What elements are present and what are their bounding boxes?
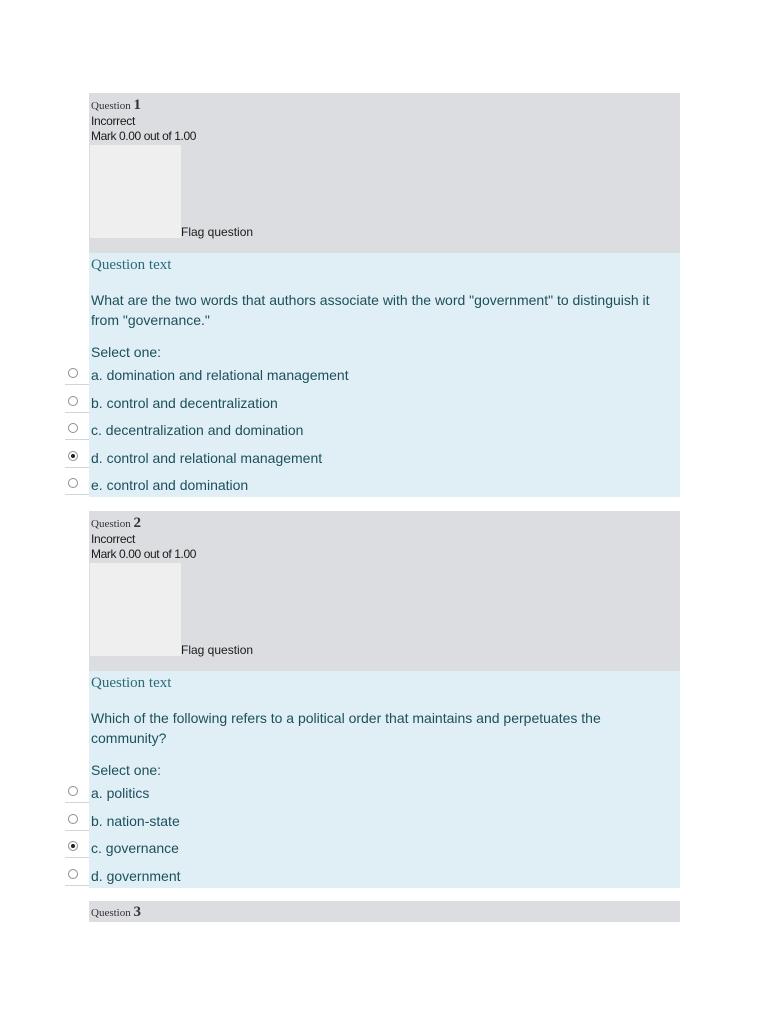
answer-label[interactable]: d. control and relational management [91,450,323,466]
question-number-value: 2 [133,515,141,531]
question-2-info [89,511,680,671]
answer-option[interactable] [65,838,465,860]
question-prompt: Which of the following refers to a political order that maintains and perpetuates the community? [91,710,601,746]
question-label: Question [91,100,131,112]
answer-label[interactable]: b. control and decentralization [91,395,278,411]
select-one-label: Select one: [91,344,162,360]
answer-option[interactable] [65,448,465,470]
option-divider [65,412,89,413]
radio-button[interactable] [68,786,78,796]
radio-button[interactable] [68,814,78,824]
question-label: Question [91,518,131,530]
answer-label[interactable]: c. governance [91,840,179,856]
answer-label[interactable]: a. domination and relational management [91,367,349,383]
radio-button[interactable] [68,423,78,433]
question-number [91,904,141,921]
question-1-info [89,93,680,253]
question-mark: Mark 0.00 out of 1.00 [91,547,197,561]
option-divider [65,802,89,803]
answer-label[interactable]: d. government [91,868,181,884]
flag-icon[interactable] [90,563,181,656]
question-state: Incorrect [91,114,135,128]
question-text-heading: Question text [91,257,172,273]
question-text-heading: Question text [91,675,172,691]
answer-label[interactable]: e. control and domination [91,477,249,493]
option-divider [65,384,89,385]
option-divider [65,857,89,858]
select-one-label: Select one: [91,762,162,778]
question-state: Incorrect [91,532,135,546]
question-number [91,97,141,114]
answer-option[interactable] [65,811,465,833]
answer-option[interactable] [65,783,465,805]
radio-button[interactable] [68,396,78,406]
question-number-value: 3 [133,904,141,920]
radio-button-selected[interactable] [68,451,78,461]
option-divider [65,494,89,495]
radio-button[interactable] [68,869,78,879]
radio-button[interactable] [68,368,78,378]
radio-button[interactable] [68,478,78,488]
flag-question-link[interactable]: Flag question [181,643,254,657]
answer-label[interactable]: c. decentralization and domination [91,422,304,438]
answer-label[interactable]: a. politics [91,785,150,801]
answer-option[interactable] [65,365,465,387]
question-number-value: 1 [133,97,141,113]
question-mark: Mark 0.00 out of 1.00 [91,129,197,143]
answer-label[interactable]: b. nation-state [91,813,180,829]
answer-option[interactable] [65,420,465,442]
answer-option[interactable] [65,866,465,888]
flag-icon[interactable] [90,145,181,238]
option-divider [65,830,89,831]
option-divider [65,885,89,886]
question-3-info [89,901,680,922]
option-divider [65,467,89,468]
flag-question-link[interactable]: Flag question [181,225,254,239]
question-number [91,515,141,532]
answer-option[interactable] [65,475,465,497]
radio-button-selected[interactable] [68,841,78,851]
answer-option[interactable] [65,393,465,415]
question-prompt: What are the two words that authors associate with the word "government" to distinguish it from "governance." [91,292,650,328]
option-divider [65,439,89,440]
question-label: Question [91,907,131,919]
